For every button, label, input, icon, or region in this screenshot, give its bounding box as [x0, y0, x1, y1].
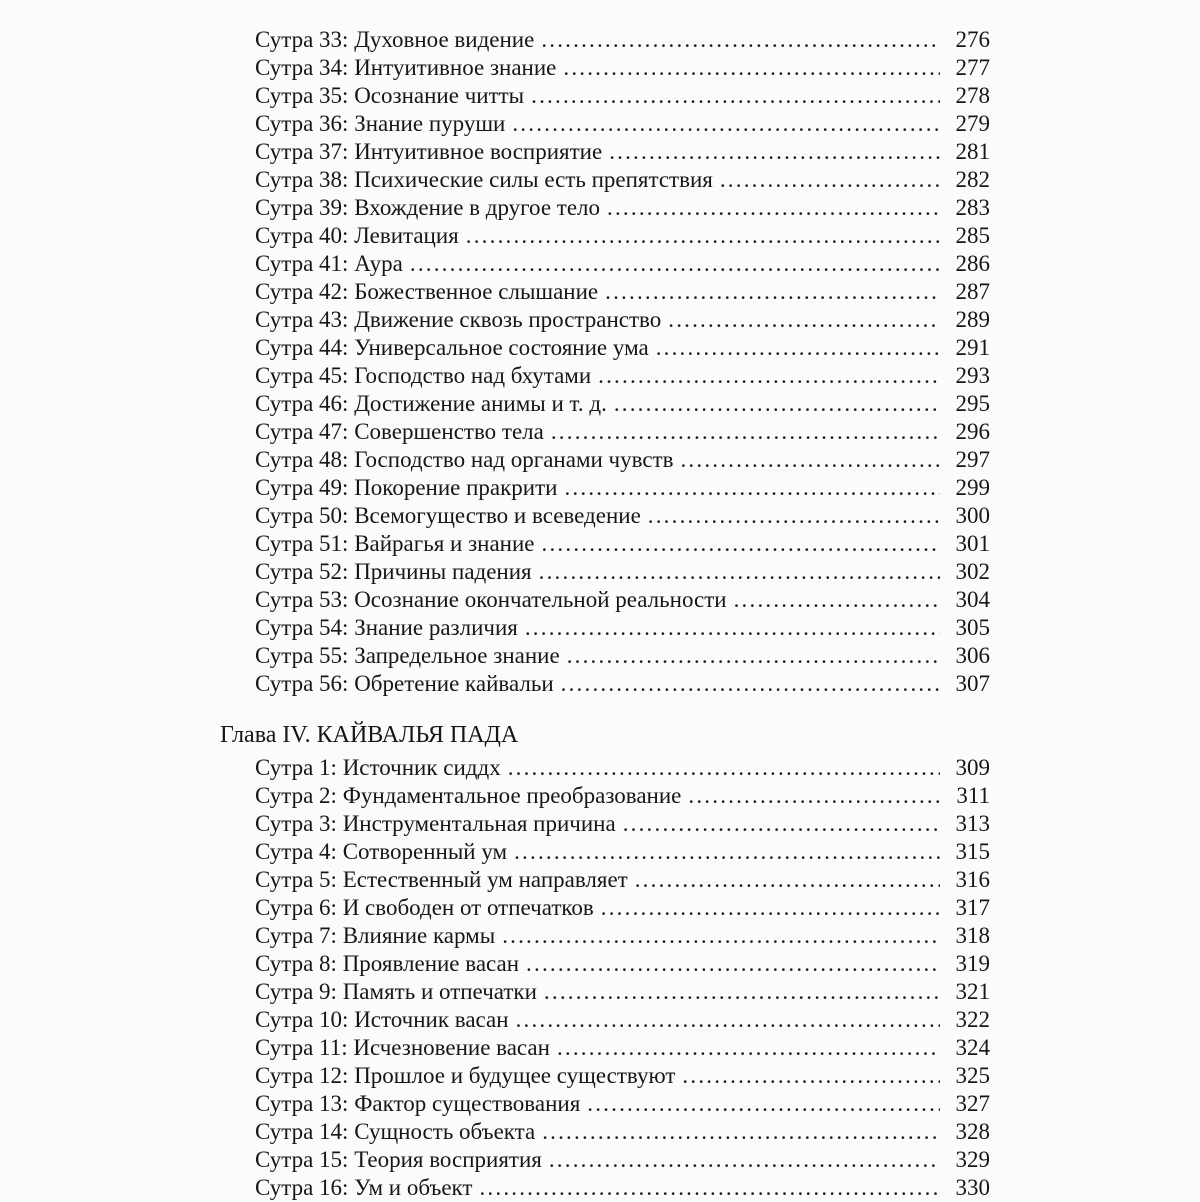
toc-entry-page: 289 — [955, 307, 990, 332]
toc-entry-label: Сутра 2: Фундаментальное преобразование — [255, 783, 682, 808]
toc-entry — [255, 54, 990, 82]
dot-leader — [567, 642, 940, 670]
toc-entry — [255, 446, 990, 474]
toc-entry-label: Сутра 36: Знание пуруши — [255, 111, 506, 136]
toc-entry — [255, 474, 990, 502]
toc-entry — [255, 1146, 990, 1174]
toc-entry — [255, 334, 990, 362]
toc-entry-label: Сутра 13: Фактор существования — [255, 1091, 581, 1116]
toc-entry-label: Сутра 33: Духовное видение — [255, 27, 535, 52]
toc-entry-page: 328 — [955, 1119, 990, 1144]
toc-entry-label: Сутра 55: Запредельное знание — [255, 643, 560, 668]
dot-leader — [623, 810, 940, 838]
toc-entry-page: 304 — [955, 587, 990, 612]
dot-leader — [648, 502, 940, 530]
toc-entry-page: 276 — [955, 27, 990, 52]
toc-section-chapter-4 — [0, 720, 1200, 1202]
toc-entry-label: Сутра 54: Знание различия — [255, 615, 518, 640]
toc-entry-page: 305 — [955, 615, 990, 640]
dot-leader — [601, 894, 940, 922]
toc-entry-label: Сутра 41: Аура — [255, 251, 403, 276]
toc-entry-page: 319 — [955, 951, 990, 976]
toc-entry — [255, 950, 990, 978]
toc-entry-label: Сутра 12: Прошлое и будущее существуют — [255, 1063, 676, 1088]
toc-entry-page: 287 — [955, 279, 990, 304]
toc-entry-page: 286 — [955, 251, 990, 276]
dot-leader — [542, 1118, 940, 1146]
toc-entry — [255, 306, 990, 334]
toc-entry-label: Сутра 45: Господство над бхутами — [255, 363, 592, 388]
toc-entry-label: Сутра 46: Достижение анимы и т. д. — [255, 391, 607, 416]
toc-entry — [255, 754, 990, 782]
dot-leader — [516, 1006, 940, 1034]
toc-entry — [255, 362, 990, 390]
toc-entry — [255, 110, 990, 138]
dot-leader — [526, 950, 940, 978]
toc-entry-page: 297 — [955, 447, 990, 472]
toc-entry — [255, 1090, 990, 1118]
toc-entry — [255, 586, 990, 614]
toc-entry — [255, 894, 990, 922]
toc-entry-label: Сутра 11: Исчезновение васан — [255, 1035, 550, 1060]
toc-entry — [255, 558, 990, 586]
toc-entry-label: Сутра 34: Интуитивное знание — [255, 55, 557, 80]
dot-leader — [564, 474, 940, 502]
toc-entry-label: Сутра 56: Обретение кайвальи — [255, 671, 554, 696]
toc-entry — [255, 866, 990, 894]
toc-entry — [255, 922, 990, 950]
toc-entry-page: 322 — [955, 1007, 990, 1032]
toc-entry — [255, 810, 990, 838]
toc-entry-page: 295 — [955, 391, 990, 416]
toc-entry — [255, 166, 990, 194]
toc-entry — [255, 1174, 990, 1202]
toc-entry — [255, 82, 990, 110]
toc-entry-page: 293 — [955, 363, 990, 388]
toc-entry-label: Сутра 37: Интуитивное восприятие — [255, 139, 603, 164]
dot-leader — [656, 334, 940, 362]
toc-entry — [255, 390, 990, 418]
toc-entry-label: Сутра 10: Источник васан — [255, 1007, 509, 1032]
toc-rows-chapter-4 — [0, 754, 1200, 1202]
toc-entry — [255, 26, 990, 54]
dot-leader — [502, 922, 940, 950]
toc-entry-label: Сутра 7: Влияние кармы — [255, 923, 496, 948]
toc-entry — [255, 670, 990, 698]
dot-leader — [561, 670, 940, 698]
toc-entry-page: 325 — [955, 1063, 990, 1088]
dot-leader — [542, 530, 940, 558]
toc-rows-chapter-3 — [0, 26, 1200, 698]
toc-entry-page: 302 — [955, 559, 990, 584]
toc-entry — [255, 614, 990, 642]
dot-leader — [688, 782, 940, 810]
toc-entry — [255, 1006, 990, 1034]
toc-entry-label: Сутра 47: Совершенство тела — [255, 419, 544, 444]
toc-entry-label: Сутра 9: Память и отпечатки — [255, 979, 537, 1004]
dot-leader — [544, 978, 940, 1006]
toc-entry-label: Сутра 39: Вхождение в другое тело — [255, 195, 601, 220]
toc-entry-page: 307 — [955, 671, 990, 696]
toc-entry — [255, 278, 990, 306]
toc-entry-page: 330 — [955, 1175, 990, 1200]
dot-leader — [531, 82, 940, 110]
dot-leader — [635, 866, 940, 894]
toc-entry-page: 278 — [955, 83, 990, 108]
toc-entry-page: 316 — [955, 867, 990, 892]
dot-leader — [605, 278, 940, 306]
dot-leader — [551, 418, 940, 446]
toc-entry-label: Сутра 16: Ум и объект — [255, 1175, 473, 1200]
toc-entry — [255, 138, 990, 166]
dot-leader — [614, 390, 940, 418]
chapter-heading: Глава IV. КАЙВАЛЬЯ ПАДА — [220, 722, 519, 748]
toc-entry — [255, 194, 990, 222]
toc-entry-page: 282 — [955, 167, 990, 192]
dot-leader — [680, 446, 940, 474]
toc-entry — [255, 1034, 990, 1062]
toc-entry-page: 285 — [955, 223, 990, 248]
dot-leader — [557, 1034, 940, 1062]
dot-leader — [508, 754, 940, 782]
dot-leader — [607, 194, 940, 222]
toc-entry-page: 313 — [955, 811, 990, 836]
toc-entry-label: Сутра 3: Инструментальная причина — [255, 811, 616, 836]
toc-entry-label: Сутра 4: Сотворенный ум — [255, 839, 508, 864]
toc-entry-page: 321 — [955, 979, 990, 1004]
toc-entry-page: 315 — [955, 839, 990, 864]
toc-section-chapter-3 — [0, 26, 1200, 698]
toc-entry-page: 309 — [955, 755, 990, 780]
toc-entry-label: Сутра 1: Источник сиддх — [255, 755, 501, 780]
toc-entry — [255, 642, 990, 670]
dot-leader — [514, 838, 940, 866]
dot-leader — [734, 586, 940, 614]
toc-entry-label: Сутра 14: Сущность объекта — [255, 1119, 536, 1144]
toc-entry — [255, 782, 990, 810]
toc-entry-page: 296 — [955, 419, 990, 444]
toc-entry-page: 318 — [955, 923, 990, 948]
dot-leader — [512, 110, 940, 138]
toc-entry-label: Сутра 38: Психические силы есть препятствия — [255, 167, 713, 192]
toc-entry-label: Сутра 43: Движение сквозь пространство — [255, 307, 662, 332]
dot-leader — [479, 1174, 940, 1202]
toc-entry-label: Сутра 15: Теория восприятия — [255, 1147, 542, 1172]
toc-entry-label: Сутра 5: Естественный ум направляет — [255, 867, 628, 892]
dot-leader — [525, 614, 940, 642]
dot-leader — [410, 250, 940, 278]
toc-entry — [255, 502, 990, 530]
toc-entry-page: 291 — [955, 335, 990, 360]
dot-leader — [466, 222, 940, 250]
toc-entry — [255, 978, 990, 1006]
toc-entry-label: Сутра 48: Господство над органами чувств — [255, 447, 674, 472]
toc-entry-label: Сутра 40: Левитация — [255, 223, 459, 248]
dot-leader — [668, 306, 940, 334]
toc-entry-label: Сутра 50: Всемогущество и всеведение — [255, 503, 641, 528]
toc-entry-label: Сутра 52: Причины падения — [255, 559, 532, 584]
toc-entry — [255, 1118, 990, 1146]
toc-entry-page: 281 — [955, 139, 990, 164]
dot-leader — [598, 362, 940, 390]
dot-leader — [587, 1090, 940, 1118]
dot-leader — [549, 1146, 940, 1174]
dot-leader — [563, 54, 940, 82]
toc-entry-page: 301 — [955, 531, 990, 556]
toc-entry — [255, 418, 990, 446]
toc-entry-label: Сутра 35: Осознание читты — [255, 83, 525, 108]
dot-leader — [539, 558, 940, 586]
toc-entry-page: 306 — [955, 643, 990, 668]
toc-entry-label: Сутра 6: И свободен от отпечатков — [255, 895, 594, 920]
dot-leader — [609, 138, 940, 166]
toc-entry-page: 299 — [955, 475, 990, 500]
toc-entry-label: Сутра 51: Вайрагья и знание — [255, 531, 535, 556]
toc-entry-page: 317 — [955, 895, 990, 920]
toc-entry-page: 329 — [955, 1147, 990, 1172]
dot-leader — [541, 26, 940, 54]
toc-entry-label: Сутра 42: Божественное слышание — [255, 279, 599, 304]
toc-entry-label: Сутра 53: Осознание окончательной реальности — [255, 587, 727, 612]
toc-entry-label: Сутра 8: Проявление васан — [255, 951, 520, 976]
toc-entry-page: 324 — [955, 1035, 990, 1060]
toc-entry-page: 283 — [955, 195, 990, 220]
toc-entry — [255, 222, 990, 250]
toc-entry — [255, 250, 990, 278]
toc-entry-label: Сутра 44: Универсальное состояние ума — [255, 335, 649, 360]
toc-entry-page: 300 — [955, 503, 990, 528]
toc-entry — [255, 838, 990, 866]
dot-leader — [720, 166, 940, 194]
toc-entry — [255, 1062, 990, 1090]
dot-leader — [682, 1062, 940, 1090]
toc-entry-page: 311 — [956, 783, 990, 808]
toc-entry-page: 279 — [955, 111, 990, 136]
toc-entry-page: 277 — [955, 55, 990, 80]
toc-entry-label: Сутра 49: Покорение пракрити — [255, 475, 558, 500]
toc-entry — [255, 530, 990, 558]
toc-entry-page: 327 — [955, 1091, 990, 1116]
